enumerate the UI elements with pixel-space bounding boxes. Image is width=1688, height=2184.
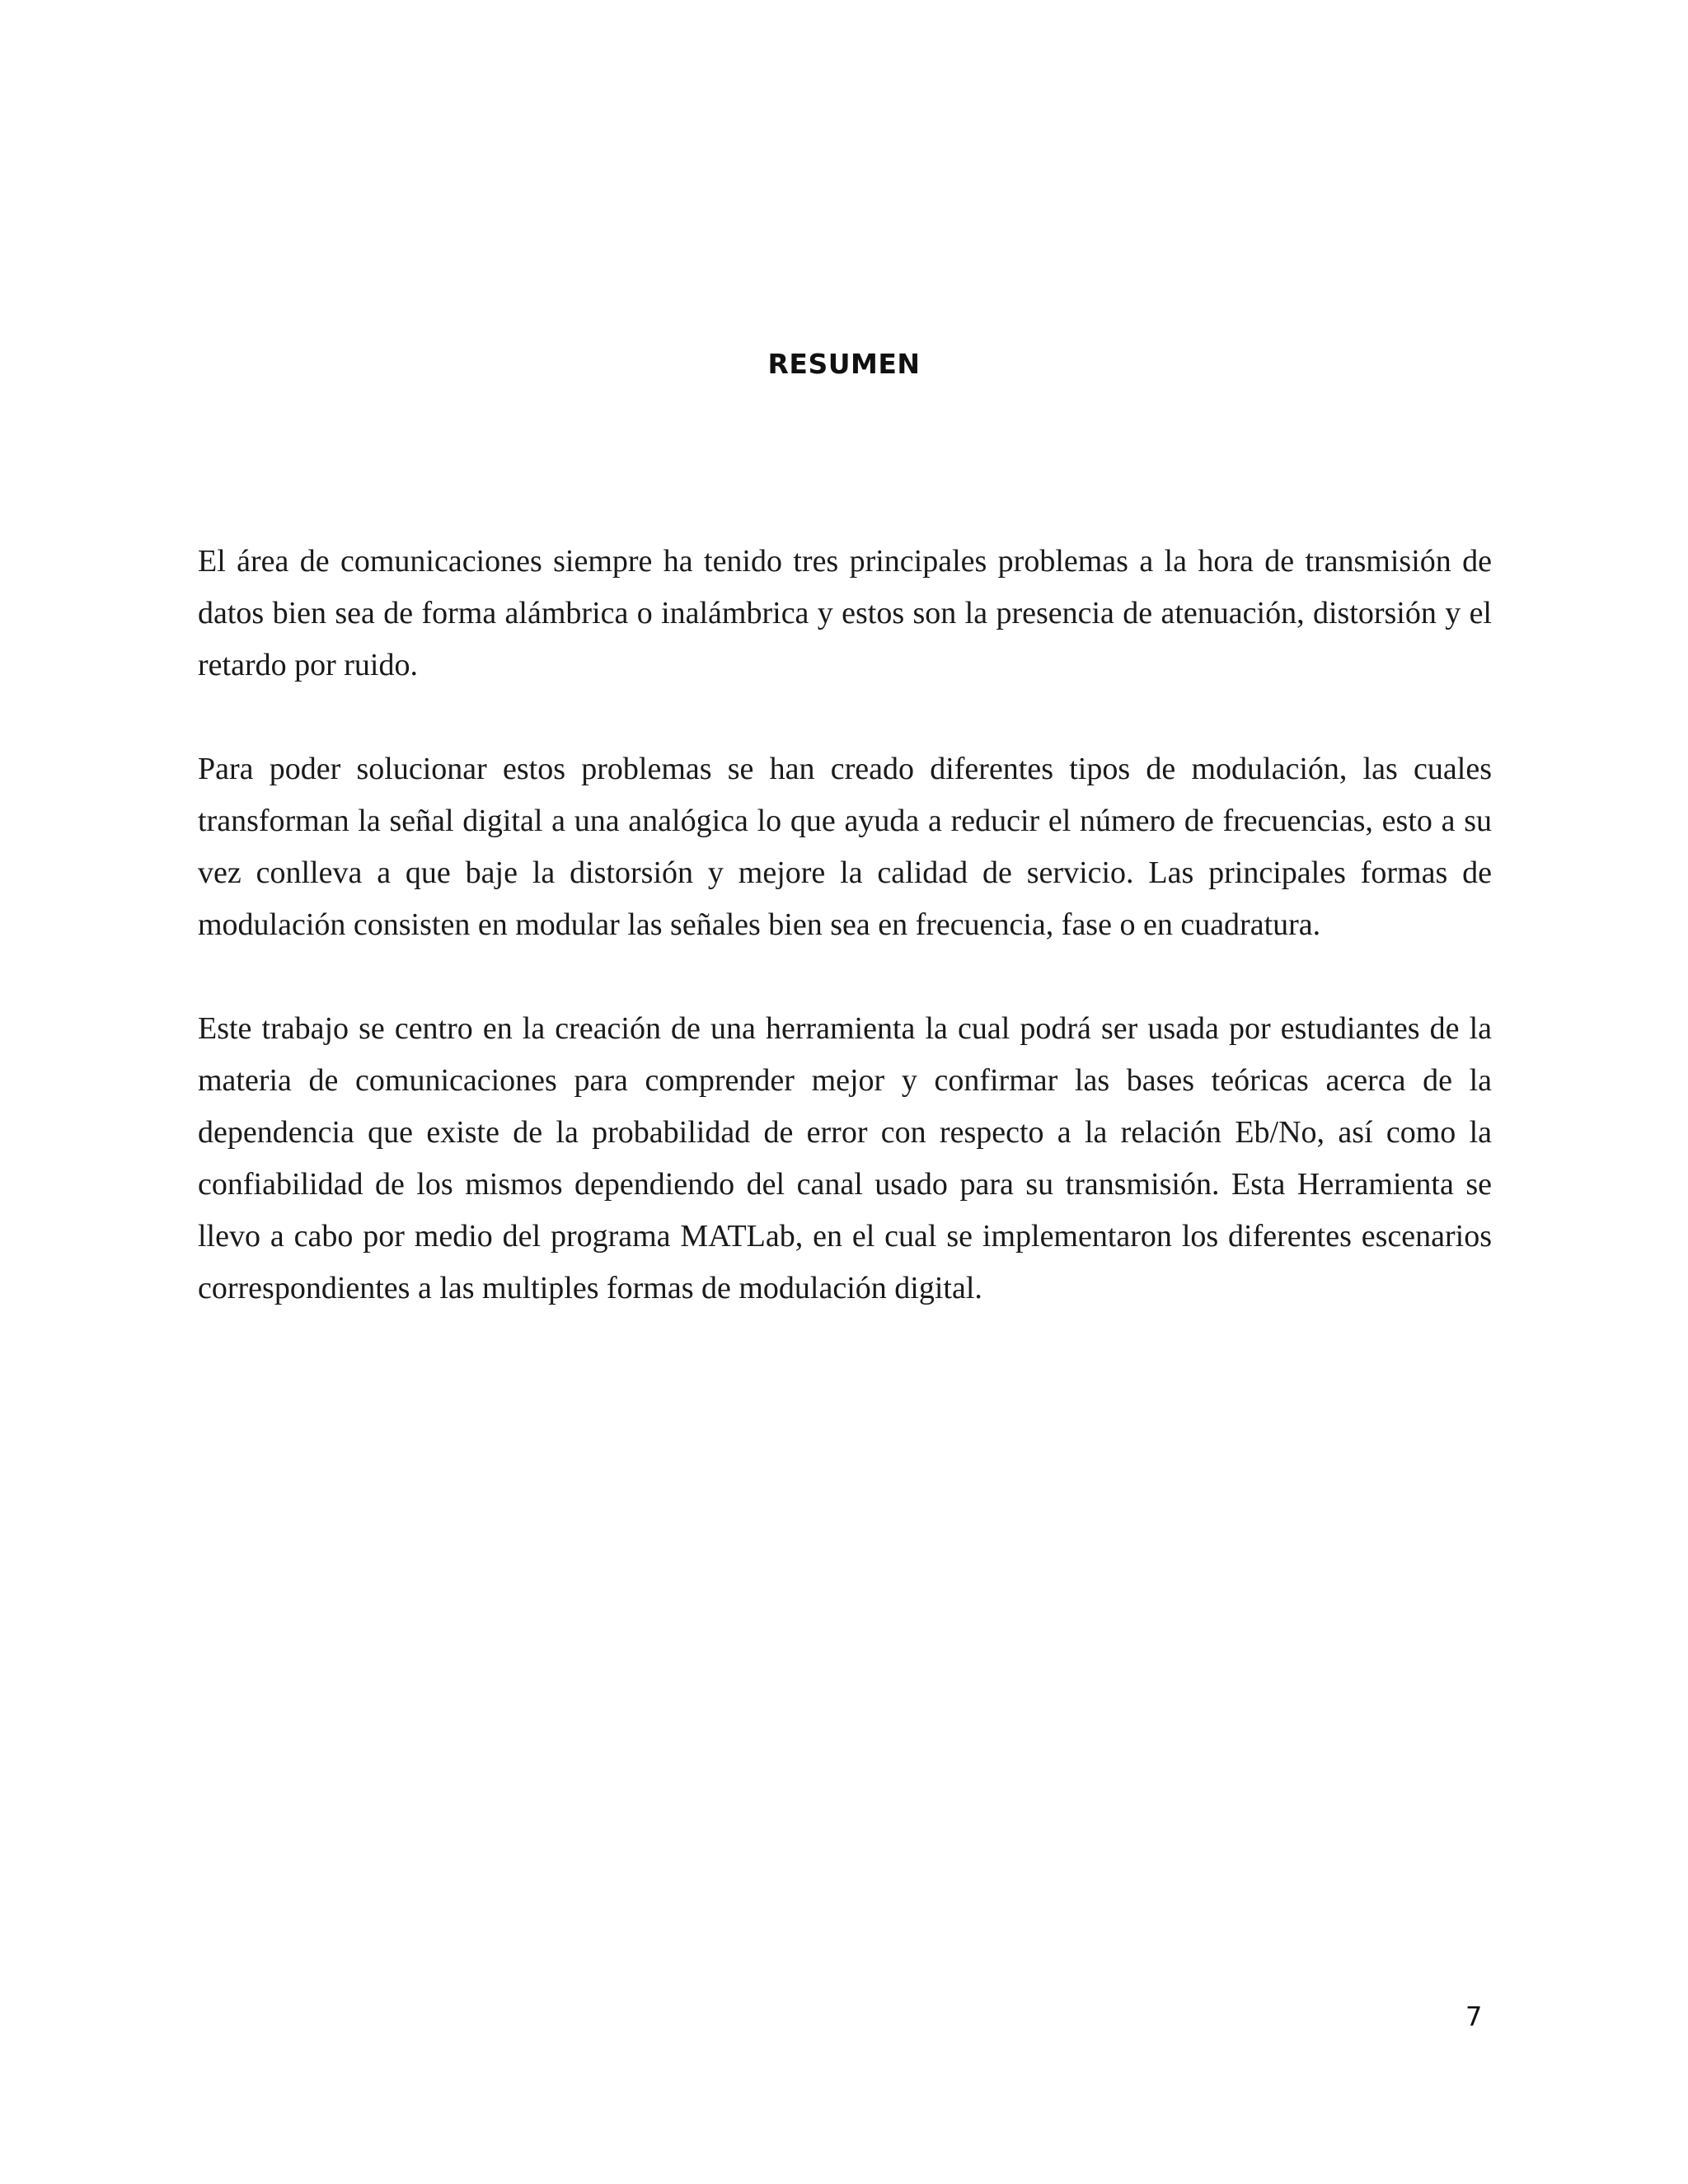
page-title: RESUMEN [767,348,921,380]
paragraph-1: El área de comunicaciones siempre ha tenido tres principales problemas a la hora de transmisión de datos bien sea de forma alámbrica o inalámbrica y estos son la presencia de atenuación, distorsión y el retardo por ruido. [198,544,1492,682]
page-number: 7 [1465,2001,1483,2032]
abstract-body [198,536,1492,1366]
paragraph-2: Para poder solucionar estos problemas se han creado diferentes tipos de modulación, las cuales transforman la señal digital a una analógica lo que ayuda a reducir el número de frecuencias, esto a su vez conlleva a que baje la distorsión y mejore la calidad de servicio. Las principales formas de modulación consisten en modular las señales bien sea en frecuencia, fase o en cuadratura. [198,752,1492,942]
paragraph-3: Este trabajo se centro en la creación de una herramienta la cual podrá ser usada por estudiantes de la materia de comunicaciones para comprender mejor y confirmar las bases teóricas acerca de la dependencia que existe de la probabilidad de error con respecto a la relación Eb/No, así como la confiabilidad de los mismos dependiendo del canal usado para su transmisión. Esta Herramienta se llevo a cabo por medio del programa MATLab, en el cual se implementaron los diferentes escenarios correspondientes a las multiples formas de modulación digital. [198,1011,1492,1305]
